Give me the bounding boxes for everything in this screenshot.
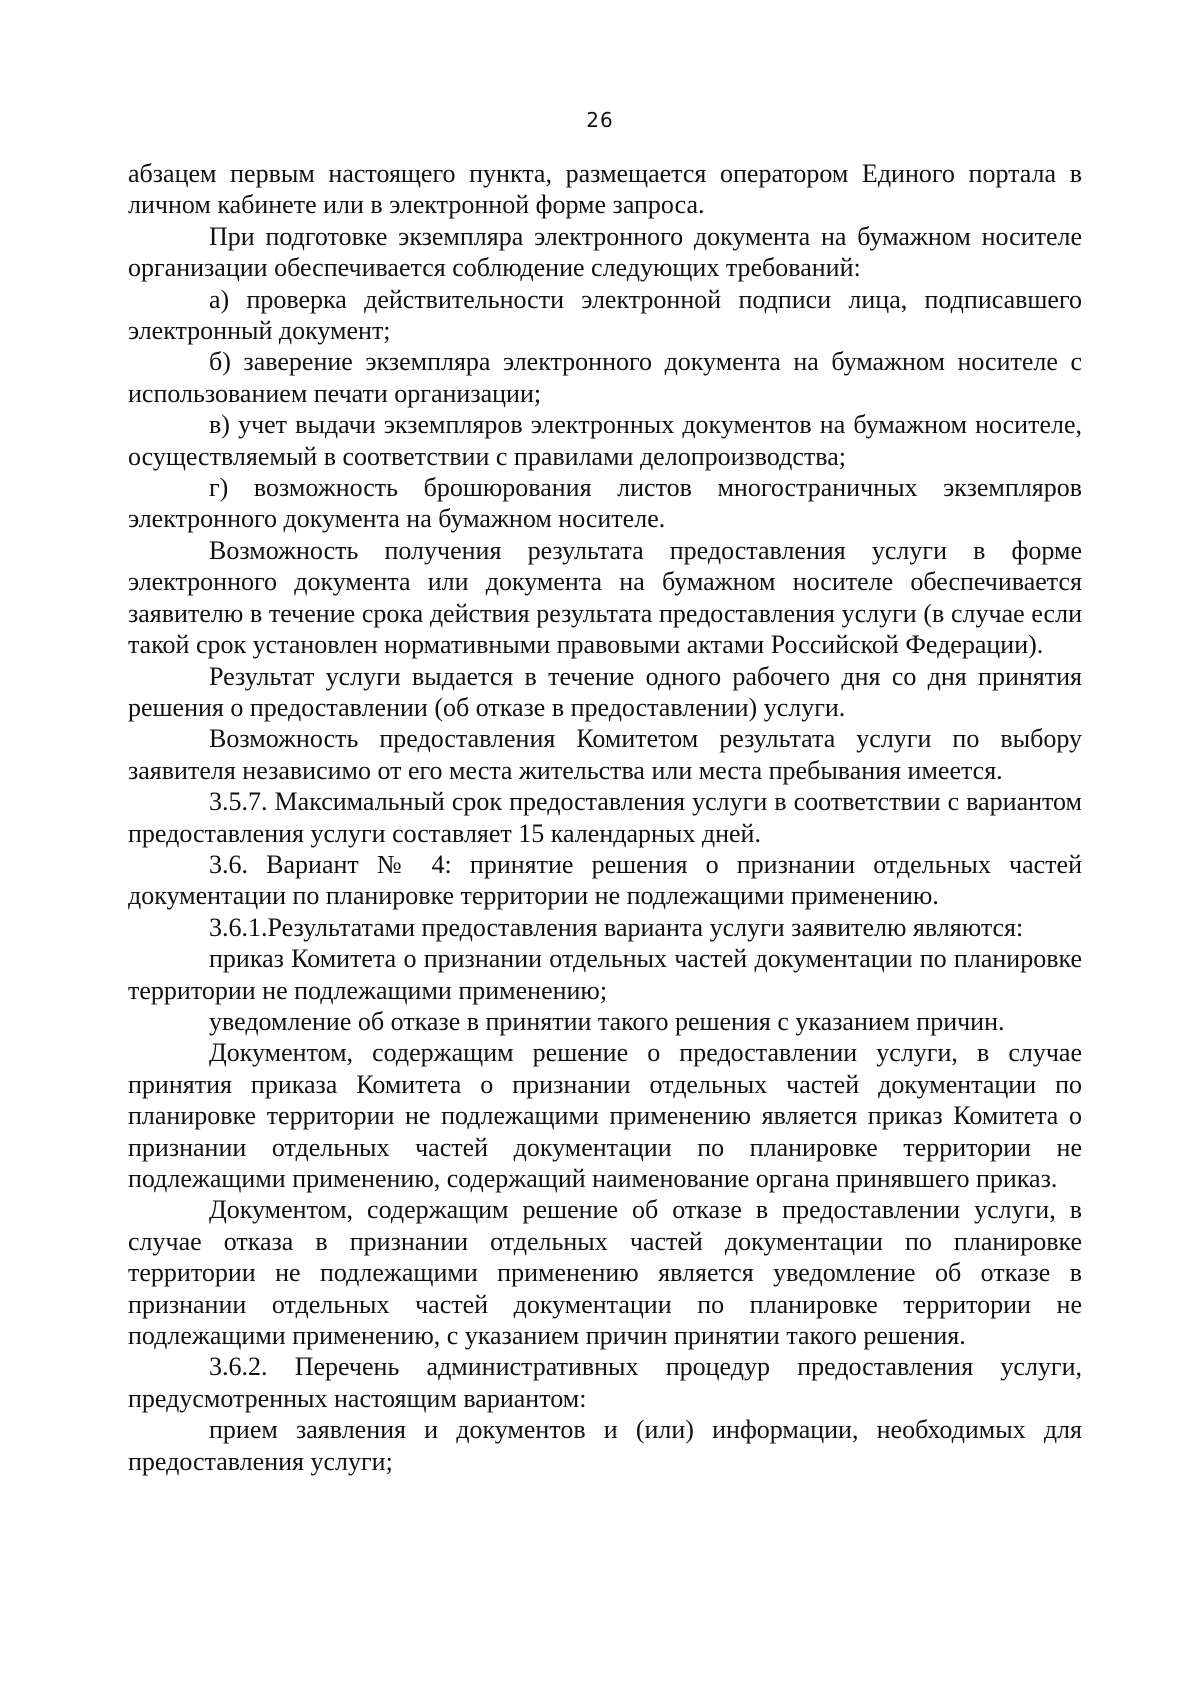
list-item-v: в) учет выдачи экземпляров электронных документов на бумажном носителе, осуществляемый в соответствии с правилами делопроизводства; [128, 410, 1082, 471]
list-item-a: а) проверка действительности электронной подписи лица, подписавшего электронный документ; [128, 284, 1082, 346]
document-body [128, 158, 1082, 1477]
section-3-6-heading: 3.6. Вариант № 4: принятие решения о признании отдельных частей документации по планировке территории не подлежащими применению. [128, 849, 1082, 911]
paragraph-result-availability: Возможность получения результата предоставления услуги в форме электронного документа или документа на бумажном носителе обеспечивается заявителю в течение срока действия результата предоставления услуги (в случае если такой срок установлен нормативными правовыми актами Российской Федерации). [128, 535, 1082, 660]
list-item-b: б) заверение экземпляра электронного документа на бумажном носителе с использованием печати организации; [128, 347, 1082, 408]
procedure-item-application-intake: прием заявления и документов и (или) информации, необходимых для предоставления услуги; [128, 1415, 1082, 1476]
paragraph-decision-document: Документом, содержащим решение о предоставлении услуги, в случае принятия приказа Комитета о признании отдельных частей документации по планировке территории не подлежащими применению является приказ Комитета о признании отдельных частей документации по планировке территории не подлежащими применению, содержащий наименование органа принявшего приказ. [128, 1038, 1082, 1193]
section-3-5-7: 3.5.7. Максимальный срок предоставления услуги в соответствии с вариантом предоставления услуги составляет 15 календарных дней. [128, 787, 1082, 848]
list-item-g: г) возможность брошюрования листов многостраничных экземпляров электронного документа на бумажном носителе. [128, 473, 1082, 534]
paragraph-extraterritorial: Возможность предоставления Комитетом результата услуги по выбору заявителя независимо от его места жительства или места пребывания имеется. [128, 724, 1082, 785]
paragraph-result-issue-time: Результат услуги выдается в течение одного рабочего дня со дня принятия решения о предоставлении (об отказе в предоставлении) услуги. [128, 661, 1082, 722]
paragraph-continuation: абзацем первым настоящего пункта, размещается оператором Единого портала в личном кабинете или в электронной форме запроса. [128, 159, 1082, 220]
section-3-6-2: 3.6.2. Перечень административных процедур предоставления услуги, предусмотренных настоящим вариантом: [128, 1352, 1082, 1413]
page-number: 26 [586, 108, 614, 132]
section-3-6-1: 3.6.1.Результатами предоставления варианта услуги заявителю являются: [209, 912, 1024, 942]
result-item-order: приказ Комитета о признании отдельных частей документации по планировке территории не подлежащими применению; [128, 944, 1082, 1005]
result-item-refusal-notice: уведомление об отказе в принятии такого решения с указанием причин. [209, 1006, 1005, 1036]
paragraph-paper-copy-requirements: При подготовке экземпляра электронного документа на бумажном носителе организации обеспечивается соблюдение следующих требований: [128, 221, 1082, 283]
paragraph-refusal-document: Документом, содержащим решение об отказе в предоставлении услуги, в случае отказа в признании отдельных частей документации по планировке территории не подлежащими применению является уведомление об отказе в признании отдельных частей документации по планировке территории не подлежащими применению, с указанием причин принятии такого решения. [128, 1195, 1082, 1351]
